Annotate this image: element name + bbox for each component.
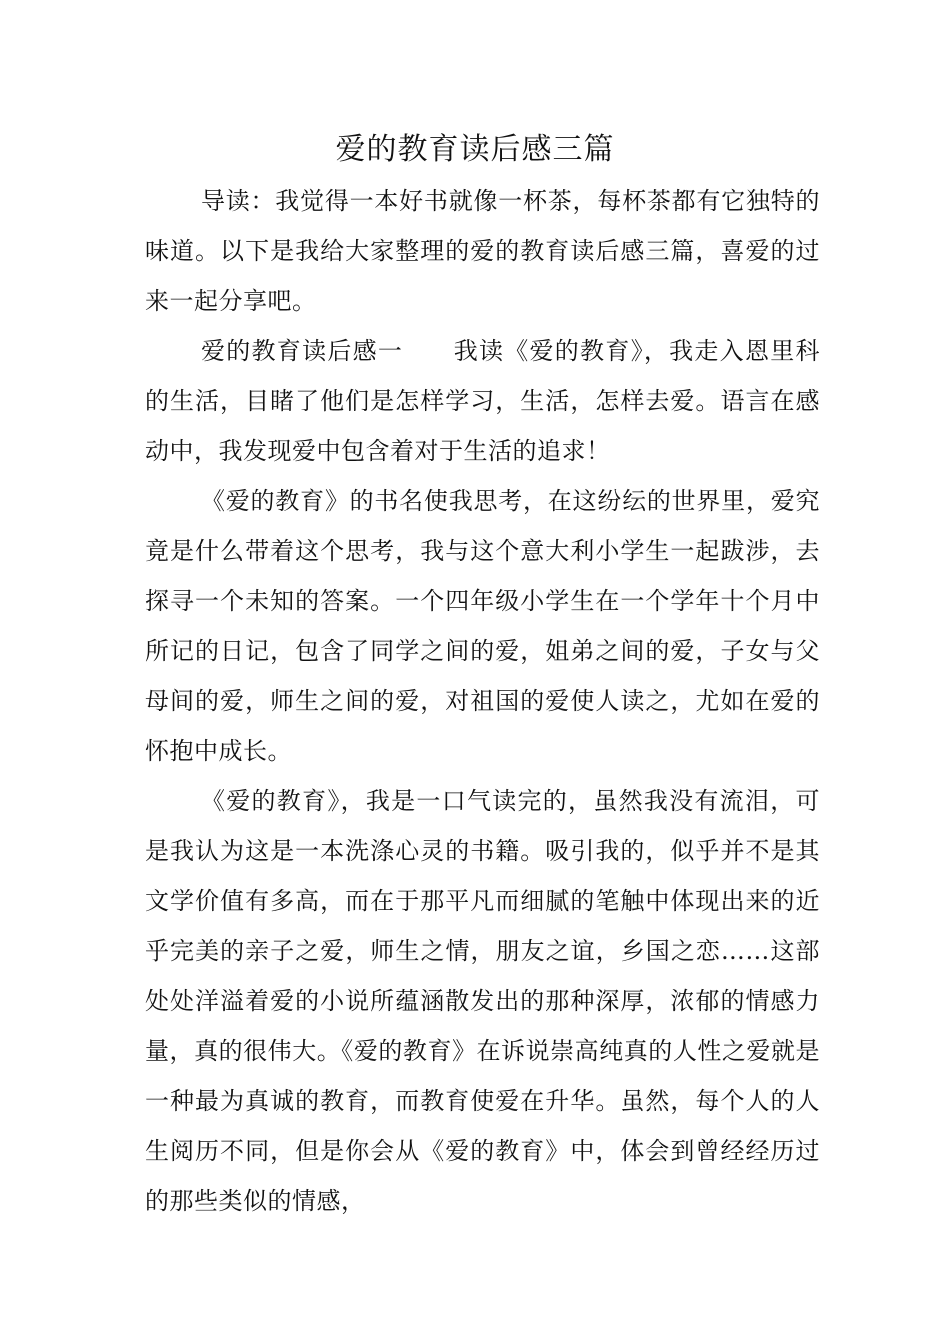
paragraph-intro: 导读：我觉得一本好书就像一杯茶，每杯茶都有它独特的味道。以下是我给大家整理的爱的教育读后感三篇，喜爱的过来一起分享吧。 <box>145 187 820 315</box>
document-title: 爱的教育读后感三篇 <box>335 132 615 167</box>
document-body <box>145 176 820 1226</box>
paragraph-1: 爱的教育读后感一 我读《爱的教育》，我走入恩里科的生活，目睹了他们是怎样学习，生活，怎样去爱。语言在感动中，我发现爱中包含着对于生活的追求！ <box>145 337 820 465</box>
paragraph-2: 《爱的教育》的书名使我思考，在这纷纭的世界里，爱究竟是什么带着这个思考，我与这个意大利小学生一起跋涉，去探寻一个未知的答案。一个四年级小学生在一个学年十个月中所记的日记，包含了同学之间的爱，姐弟之间的爱，子女与父母间的爱，师生之间的爱，对祖国的爱使人读之，尤如在爱的怀抱中成长。 <box>145 487 820 765</box>
paragraph-3: 《爱的教育》，我是一口气读完的，虽然我没有流泪，可是我认为这是一本洗涤心灵的书籍。吸引我的，似乎并不是其文学价值有多高，而在于那平凡而细腻的笔触中体现出来的近乎完美的亲子之爱，师生之情，朋友之谊，乡国之恋……这部处处洋溢着爱的小说所蕴涵散发出的那种深厚，浓郁的情感力量，真的很伟大。《爱的教育》在诉说崇高纯真的人性之爱就是一种最为真诚的教育，而教育使爱在升华。虽然，每个人的人生阅历不同，但是你会从《爱的教育》中，体会到曾经经历过的那些类似的情感， <box>145 787 820 1215</box>
